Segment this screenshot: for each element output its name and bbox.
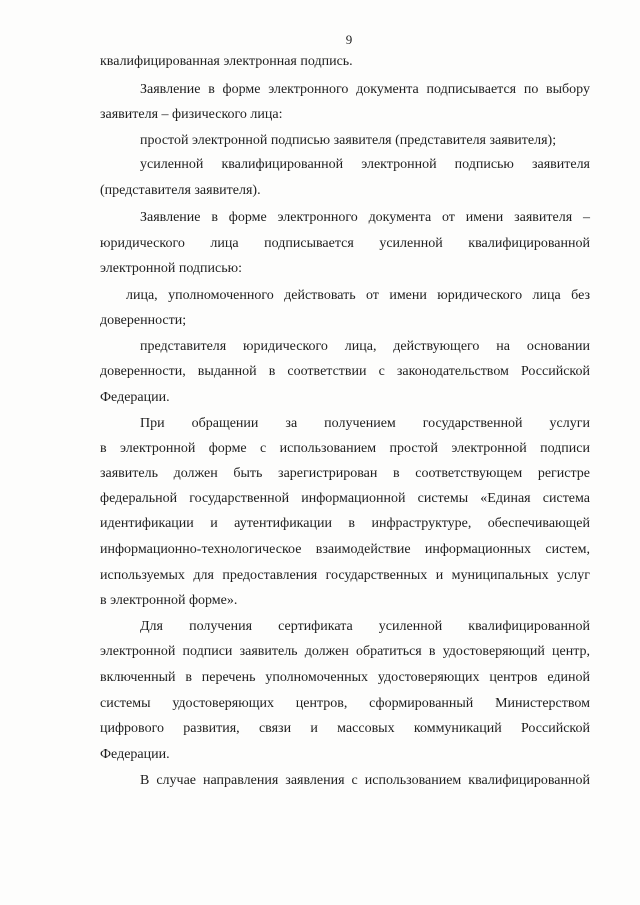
text-line: (представителя заявителя). xyxy=(100,183,261,198)
text-line: включенный в перечень уполномоченных удостоверяющих центров единой xyxy=(100,670,590,685)
text-line: простой электронной подписью заявителя (представителя заявителя); xyxy=(140,133,557,148)
text-line: системы удостоверяющих центров, сформированный Министерством xyxy=(100,696,590,711)
text-line: Заявление в форме электронного документа подписывается по выбору xyxy=(140,82,590,97)
text-line: доверенности, выданной в соответствии с законодательством Российской xyxy=(100,364,590,379)
text-line: электронной подписью: xyxy=(100,261,242,276)
text-line: доверенности; xyxy=(100,313,187,328)
text-line: Федерации. xyxy=(100,390,170,405)
text-line: электронной подписи заявитель должен обратиться в удостоверяющий центр, xyxy=(100,644,590,659)
text-line: Для получения сертификата усиленной квалифицированной xyxy=(140,619,590,634)
text-line: цифрового развития, связи и массовых коммуникаций Российской xyxy=(100,721,590,736)
text-line: усиленной квалифицированной электронной подписью заявителя xyxy=(140,157,590,172)
text-line: Федерации. xyxy=(100,747,170,762)
text-line: информационно-технологическое взаимодействие информационных систем, xyxy=(100,542,590,557)
text-line: идентификации и аутентификации в инфраструктуре, обеспечивающей xyxy=(100,516,590,531)
text-line: юридического лица подписывается усиленной квалифицированной xyxy=(100,236,590,251)
text-line: лица, уполномоченного действовать от имени юридического лица без xyxy=(126,288,590,303)
text-line: федеральной государственной информационной системы «Единая система xyxy=(100,491,590,506)
text-line: квалифицированная электронная подпись. xyxy=(100,54,353,69)
text-line: в электронной форме». xyxy=(100,593,238,608)
text-line: Заявление в форме электронного документа от имени заявителя – xyxy=(140,210,590,225)
text-line: При обращении за получением государственной услуги xyxy=(140,416,590,431)
text-line: В случае направления заявления с использованием квалифицированной xyxy=(140,773,590,788)
page-number: 9 xyxy=(345,32,353,47)
text-line: используемых для предоставления государственных и муниципальных услуг xyxy=(100,568,590,583)
text-line: в электронной форме с использованием простой электронной подписи xyxy=(100,441,590,456)
text-line: представителя юридического лица, действующего на основании xyxy=(140,339,590,354)
text-line: заявитель должен быть зарегистрирован в соответствующем регистре xyxy=(100,466,590,481)
text-line: заявителя – физического лица: xyxy=(100,107,283,122)
